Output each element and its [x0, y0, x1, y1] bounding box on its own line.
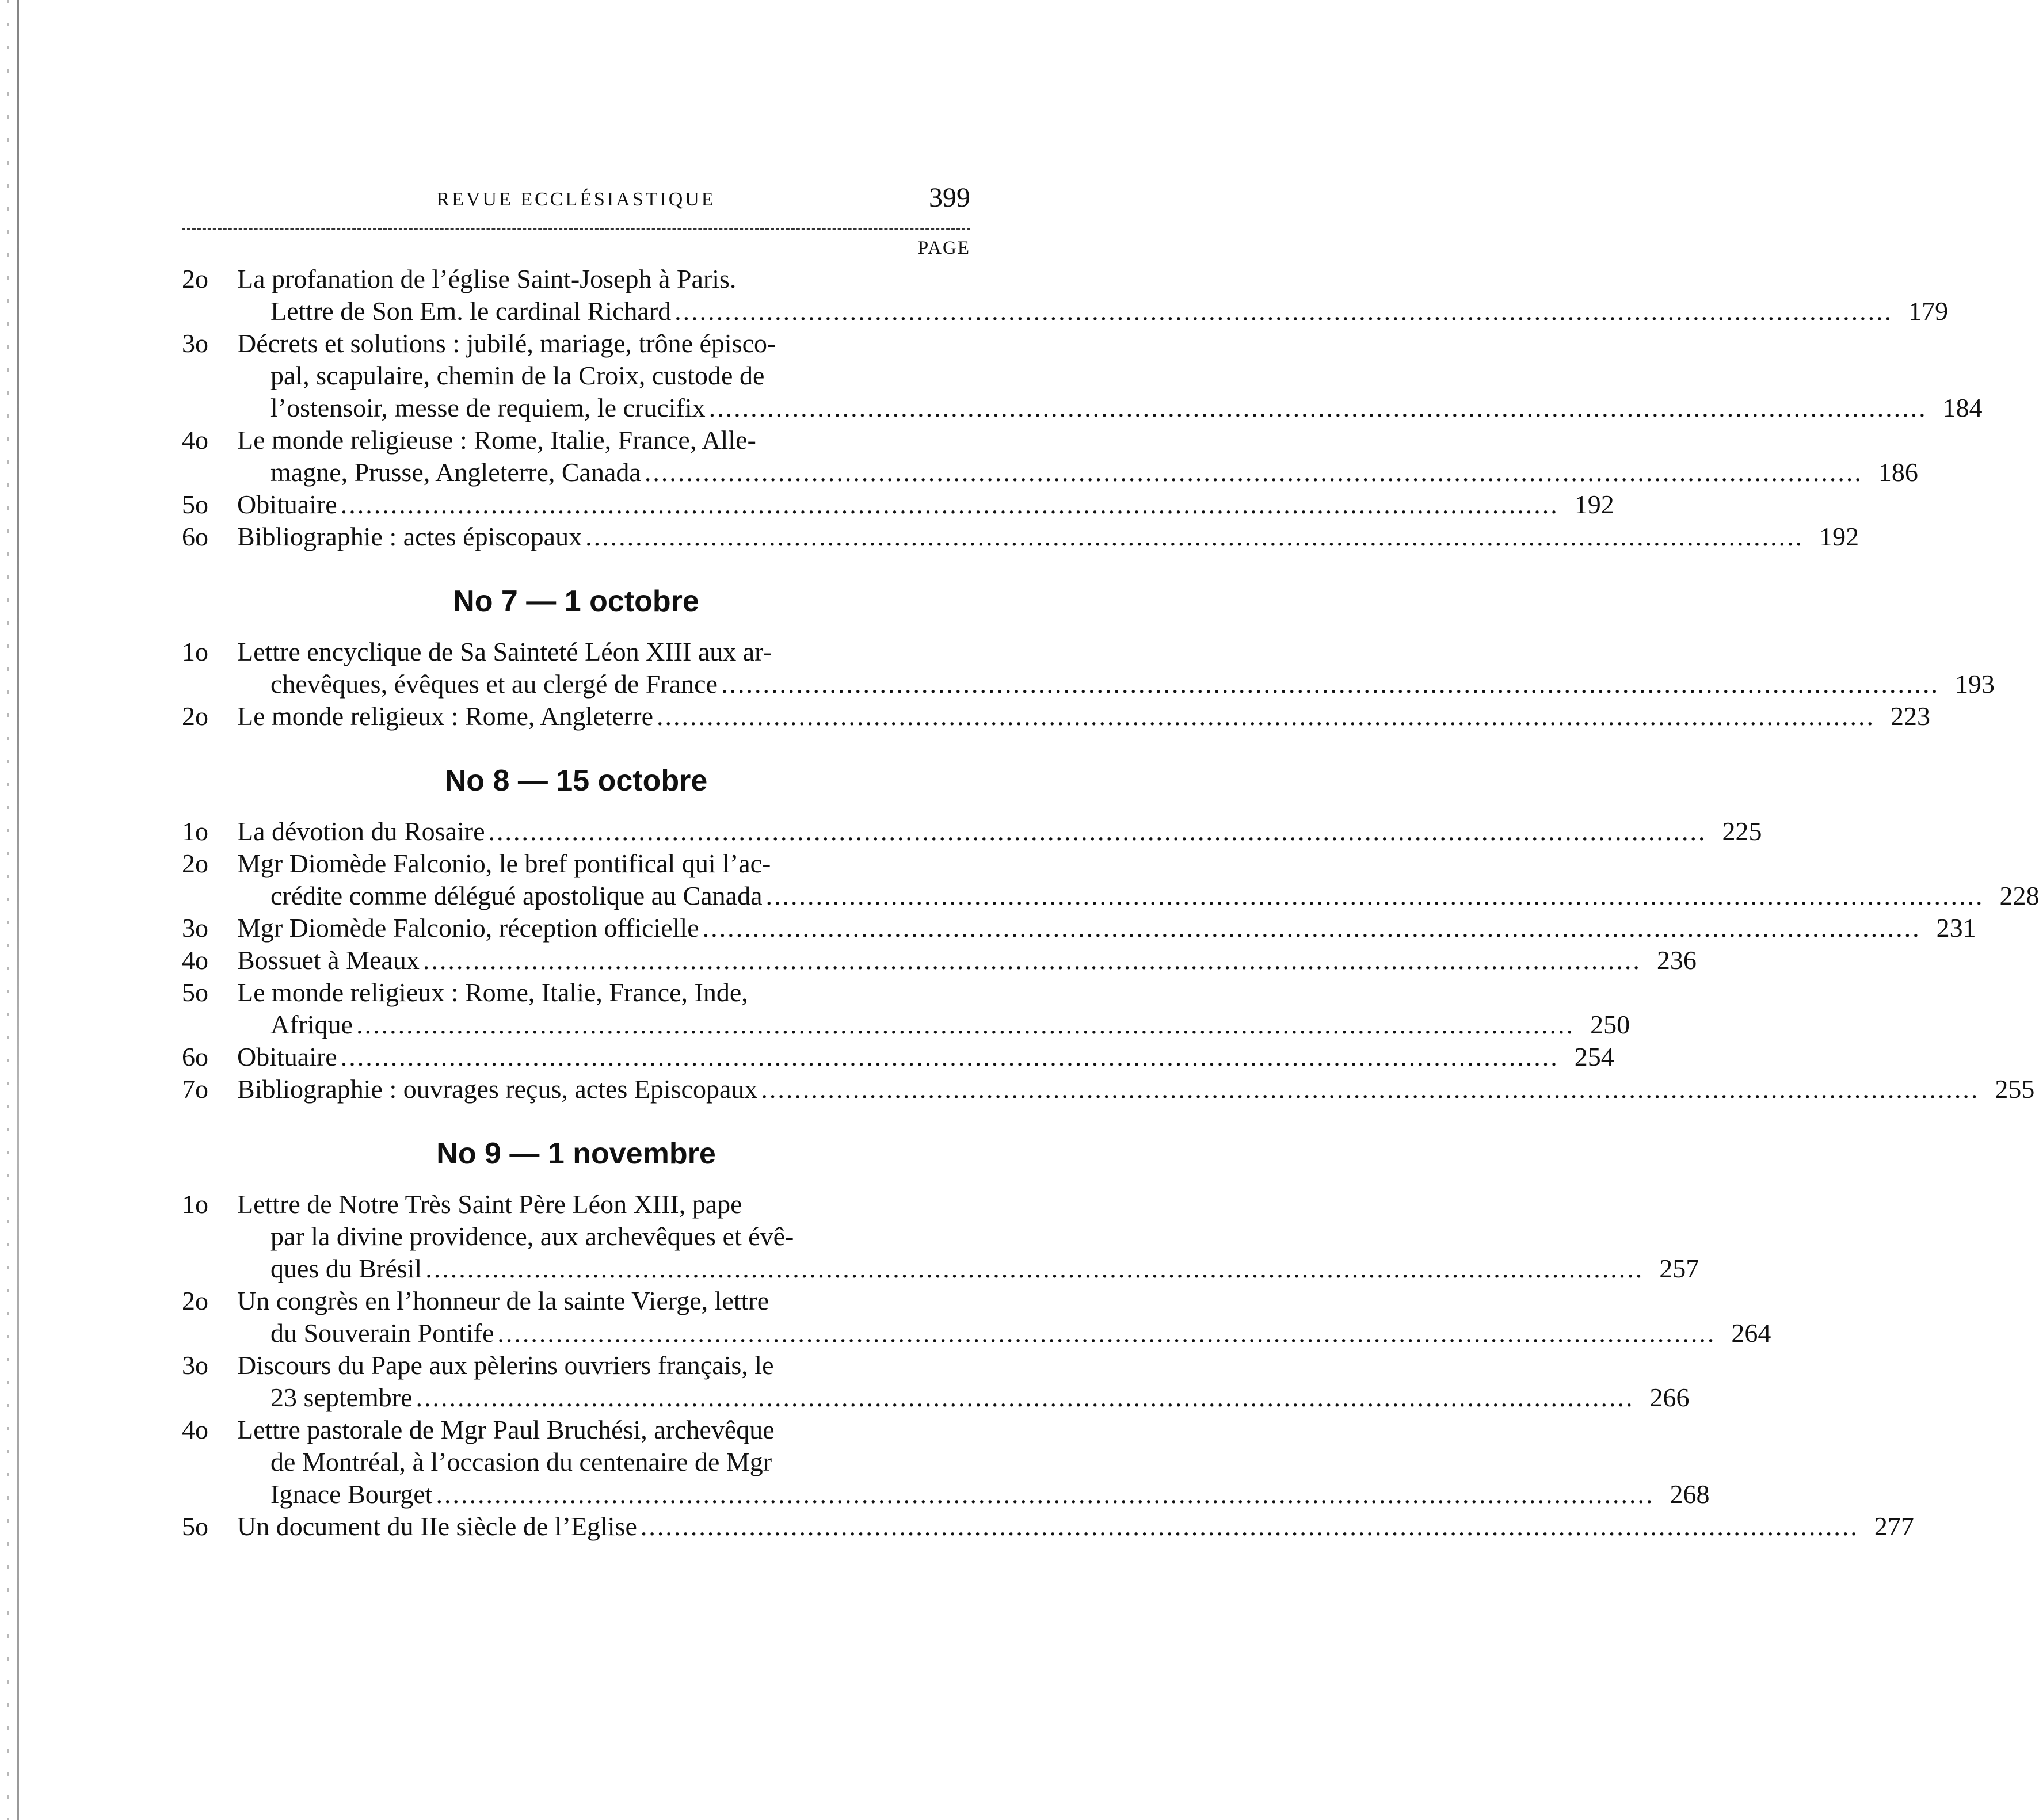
entry-title-text: Obituaire: [237, 1042, 337, 1071]
running-title: REVUE ECCLÉSIASTIQUE: [436, 189, 716, 210]
dot-leader: [657, 700, 1875, 732]
dot-leader: [674, 295, 1893, 327]
toc-entry: [182, 912, 1976, 944]
entry-number: 2o: [182, 701, 208, 731]
issue-heading: No 7 — 1 octobre: [453, 585, 699, 618]
entry-number: 5o: [182, 1512, 208, 1541]
toc-entry: [182, 944, 1697, 976]
entry-number: 2o: [182, 264, 208, 293]
entry-page-number: 264: [1731, 1318, 1771, 1348]
entry-number: 7o: [182, 1074, 208, 1104]
entry-line: [237, 1478, 1709, 1510]
entry-line: [237, 1009, 1630, 1041]
entry-line: [237, 1188, 1699, 1220]
dot-leader: [436, 1478, 1654, 1510]
entry-line: [237, 1041, 1614, 1073]
entry-page-number: 228: [1999, 881, 2039, 910]
toc-entry: [182, 489, 1614, 521]
entry-page-number: 192: [1574, 490, 1614, 519]
entry-body: [237, 424, 1918, 489]
toc-entry: [182, 1041, 1614, 1073]
entry-number: 6o: [182, 522, 208, 551]
entry-body: [237, 1285, 1771, 1349]
entry-page-number: 257: [1659, 1254, 1699, 1283]
entry-number: 3o: [182, 1350, 208, 1380]
dot-leader: [489, 815, 1707, 848]
entry-line: [237, 1220, 1699, 1253]
entry-line: [237, 263, 1948, 295]
entry-number: 3o: [182, 329, 208, 358]
entry-line: [237, 295, 1948, 327]
toc-entry: [182, 327, 1983, 424]
entry-title-text: chevêques, évêques et au clergé de France: [270, 669, 718, 699]
entry-title-text: Le monde religieux : Rome, Angleterre: [237, 701, 653, 731]
entry-body: [237, 263, 1948, 327]
entry-title-text: Lettre pastorale de Mgr Paul Bruchési, archevêque: [237, 1415, 775, 1444]
entry-line: [237, 912, 1976, 944]
entry-body: [237, 1510, 1914, 1543]
toc-entry: [182, 976, 1630, 1041]
toc-entry: [182, 848, 2039, 912]
entry-title-text: Discours du Pape aux pèlerins ouvriers français, le: [237, 1350, 774, 1380]
entry-title-text: Le monde religieuse : Rome, Italie, France, Alle-: [237, 425, 756, 455]
entry-title-text: Ignace Bourget: [270, 1479, 433, 1509]
dot-leader: [641, 1510, 1859, 1543]
entry-body: [237, 1188, 1699, 1285]
entry-body: [237, 327, 1983, 424]
entry-number: 1o: [182, 816, 208, 846]
entry-title-text: Mgr Diomède Falconio, réception officielle: [237, 913, 699, 943]
entry-line: [237, 668, 1995, 700]
entry-line: [237, 1414, 1709, 1446]
entry-line: [237, 521, 1859, 553]
toc-entry: [182, 424, 1918, 489]
dot-leader: [703, 912, 1921, 944]
dot-leader: [721, 668, 1939, 700]
entry-number: 6o: [182, 1042, 208, 1071]
toc-entry: [182, 1073, 2035, 1105]
entry-title-text: 23 septembre: [270, 1383, 413, 1412]
entry-page-number: 236: [1656, 945, 1697, 975]
entry-line: [237, 1253, 1699, 1285]
entry-page-number: 266: [1649, 1383, 1690, 1412]
entry-title-text: Obituaire: [237, 490, 337, 519]
entry-body: [237, 944, 1697, 976]
entry-body: [237, 700, 1930, 732]
entry-line: [237, 1349, 1690, 1382]
toc-entry: [182, 1285, 1771, 1349]
entry-line: [237, 1285, 1771, 1317]
dot-leader: [765, 880, 1984, 912]
entry-line: [237, 456, 1918, 489]
entry-body: [237, 489, 1614, 521]
entry-body: [237, 976, 1630, 1041]
entry-title-text: de Montréal, à l’occasion du centenaire de Mgr: [270, 1447, 772, 1476]
entry-number: 4o: [182, 945, 208, 975]
entry-title-text: Bossuet à Meaux: [237, 945, 420, 975]
left-margin-marks: [7, 0, 9, 1820]
entry-title-text: Un congrès en l’honneur de la sainte Vierge, lettre: [237, 1286, 769, 1315]
entry-page-number: 184: [1942, 393, 1983, 422]
entry-line: [237, 944, 1697, 976]
entry-title-text: Bibliographie : ouvrages reçus, actes Episcopaux: [237, 1074, 758, 1104]
issue-heading: No 8 — 15 octobre: [444, 764, 708, 798]
entry-body: [237, 636, 1995, 700]
dot-leader: [709, 392, 1927, 424]
toc-entry: [182, 700, 1930, 732]
entry-body: [237, 1073, 2034, 1105]
entry-page-number: 250: [1590, 1010, 1630, 1039]
dot-leader: [585, 521, 1804, 553]
toc-entry: [182, 1188, 1699, 1285]
entry-body: [237, 1414, 1709, 1510]
entry-page-number: 225: [1722, 816, 1762, 846]
page: [182, 173, 2039, 1543]
dot-leader: [645, 456, 1863, 489]
entry-title-text: Le monde religieux : Rome, Italie, France, Inde,: [237, 978, 748, 1007]
toc-entry: [182, 815, 1762, 848]
entry-title-text: Lettre de Notre Très Saint Père Léon XIII, pape: [237, 1189, 742, 1219]
entry-line: [237, 1446, 1709, 1478]
entry-title-text: Lettre encyclique de Sa Sainteté Léon XIII aux ar-: [237, 637, 772, 666]
entry-title-text: Un document du IIe siècle de l’Eglise: [237, 1512, 637, 1541]
entry-body: [237, 848, 2039, 912]
entry-title-text: Mgr Diomède Falconio, le bref pontifical qui l’ac-: [237, 849, 771, 878]
page-number: 399: [929, 182, 970, 213]
dot-leader: [341, 489, 1559, 521]
entry-page-number: 277: [1874, 1512, 1914, 1541]
dot-leader: [761, 1073, 1979, 1105]
entry-body: [237, 521, 1859, 553]
toc-entry: [182, 521, 1859, 553]
entry-line: [237, 636, 1995, 668]
table-of-contents: [182, 263, 2039, 1543]
page-header: [182, 173, 970, 219]
entry-page-number: 268: [1670, 1479, 1710, 1509]
entry-line: [237, 1510, 1914, 1543]
entry-title-text: magne, Prusse, Angleterre, Canada: [270, 457, 641, 487]
entry-body: [237, 815, 1762, 848]
entry-number: 3o: [182, 913, 208, 943]
entry-number: 1o: [182, 637, 208, 666]
entry-page-number: 223: [1891, 701, 1930, 731]
entry-line: [237, 327, 1983, 360]
entry-number: 1o: [182, 1189, 208, 1219]
entry-title-text: Bibliographie : actes épiscopaux: [237, 522, 582, 551]
entry-line: [237, 848, 2039, 880]
entry-line: [237, 392, 1983, 424]
entry-line: [237, 424, 1918, 456]
entry-line: [237, 976, 1630, 1009]
entry-line: [237, 1382, 1690, 1414]
entry-title-text: crédite comme délégué apostolique au Canada: [270, 881, 763, 910]
entry-body: [237, 1349, 1690, 1414]
dot-leader: [356, 1009, 1575, 1041]
entry-body: [237, 912, 1976, 944]
issue-heading: No 9 — 1 novembre: [436, 1137, 716, 1170]
dot-leader: [341, 1041, 1559, 1073]
entry-title-text: Décrets et solutions : jubilé, mariage, trône épisco-: [237, 329, 776, 358]
binding-edge-line: [17, 0, 19, 1820]
dot-leader: [497, 1317, 1716, 1349]
entry-line: [237, 880, 2039, 912]
entry-page-number: 255: [1995, 1074, 2035, 1104]
toc-entry: [182, 1414, 1710, 1510]
toc-entry: [182, 263, 1949, 327]
entry-title-text: La dévotion du Rosaire: [237, 816, 485, 846]
entry-title-text: pal, scapulaire, chemin de la Croix, custode de: [270, 361, 765, 390]
entry-title-text: du Souverain Pontife: [270, 1318, 494, 1348]
entry-number: 5o: [182, 490, 208, 519]
entry-title-text: La profanation de l’église Saint-Joseph à Paris.: [237, 264, 737, 293]
dot-leader: [425, 1253, 1644, 1285]
entry-number: 2o: [182, 1286, 208, 1315]
toc-entry: [182, 1349, 1690, 1414]
header-rule: [182, 228, 970, 230]
dot-leader: [423, 944, 1641, 976]
entry-title-text: Afrique: [270, 1010, 353, 1039]
entry-number: 4o: [182, 425, 208, 455]
entry-title-text: l’ostensoir, messe de requiem, le crucifix: [270, 393, 706, 422]
entry-line: [237, 489, 1614, 521]
entry-title-text: ques du Brésil: [270, 1254, 422, 1283]
entry-line: [237, 700, 1930, 732]
entry-page-number: 193: [1954, 669, 1995, 699]
entry-page-number: 179: [1908, 296, 1949, 326]
entry-page-number: 186: [1878, 457, 1918, 487]
toc-entry: [182, 636, 1995, 700]
entry-line: [237, 1317, 1771, 1349]
entry-page-number: 231: [1936, 913, 1976, 943]
entry-page-number: 254: [1574, 1042, 1614, 1071]
entry-number: 4o: [182, 1415, 208, 1444]
page-column-label: PAGE: [917, 238, 970, 258]
entry-body: [237, 1041, 1614, 1073]
entry-number: 2o: [182, 849, 208, 878]
toc-entry: [182, 1510, 1914, 1543]
entry-number: 5o: [182, 978, 208, 1007]
entry-title-text: Lettre de Son Em. le cardinal Richard: [270, 296, 672, 326]
entry-line: [237, 815, 1762, 848]
entry-line: [237, 1073, 2034, 1105]
entry-line: [237, 360, 1983, 392]
entry-page-number: 192: [1819, 522, 1859, 551]
dot-leader: [416, 1382, 1634, 1414]
entry-title-text: par la divine providence, aux archevêques et évê-: [270, 1222, 794, 1251]
